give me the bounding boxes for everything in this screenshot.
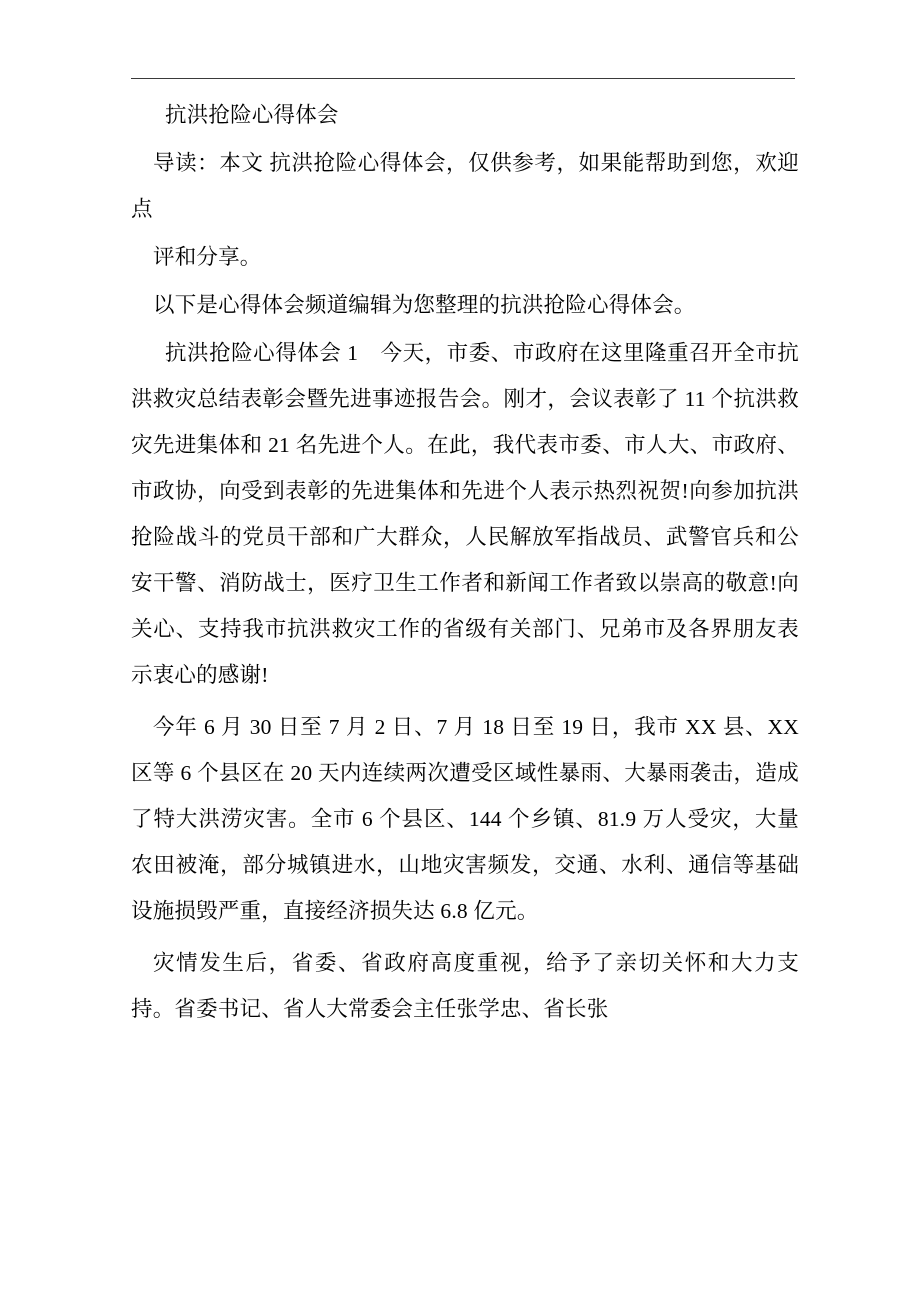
document-body [131,92,799,1032]
page-title: 抗洪抢险心得体会 [165,103,339,127]
header-divider [131,78,795,79]
body-paragraph-3: 灾情发生后，省委、省政府高度重视，给予了亲切关怀和大力支持。省委书记、省人大常委会主任张学忠、省长张 [131,951,799,1021]
body-paragraph-1: 抗洪抢险心得体会 1 今天，市委、市政府在这里隆重召开全市抗洪救灾总结表彰会暨先进事迹报告会。刚才，会议表彰了 11 个抗洪救灾先进集体和 21 名先进个人。在此，我代表市委、市人大、市政府、市政协，向受到表彰的先进集体和先进个人表示热烈祝贺!向参加抗洪抢险战斗的党员干部和广大群众，人民解放军指战员、武警官兵和公安干警、消防战士，医疗卫生工作者和新闻工作者致以崇高的敬意!向关心、支持我市抗洪救灾工作的省级有关部门、兄弟市及各界朋友表示衷心的感谢! [131,341,799,687]
body-paragraph-2: 今年 6 月 30 日至 7 月 2 日、7 月 18 日至 19 日，我市 XX 县、XX 区等 6 个县区在 20 天内连续两次遭受区域性暴雨、大暴雨袭击，造成了特大洪涝灾害。全市 6 个县区、144 个乡镇、81.9 万人受灾，大量农田被淹，部分城镇进水，山地灾害频发，交通、水利、通信等基础设施损毁严重，直接经济损失达 6.8 亿元。 [131,715,799,923]
lead-paragraph: 以下是心得体会频道编辑为您整理的抗洪抢险心得体会。 [153,293,696,317]
intro-continuation: 评和分享。 [153,245,262,269]
intro-paragraph: 导读：本文 抗洪抢险心得体会，仅供参考，如果能帮助到您，欢迎点 [131,151,799,221]
